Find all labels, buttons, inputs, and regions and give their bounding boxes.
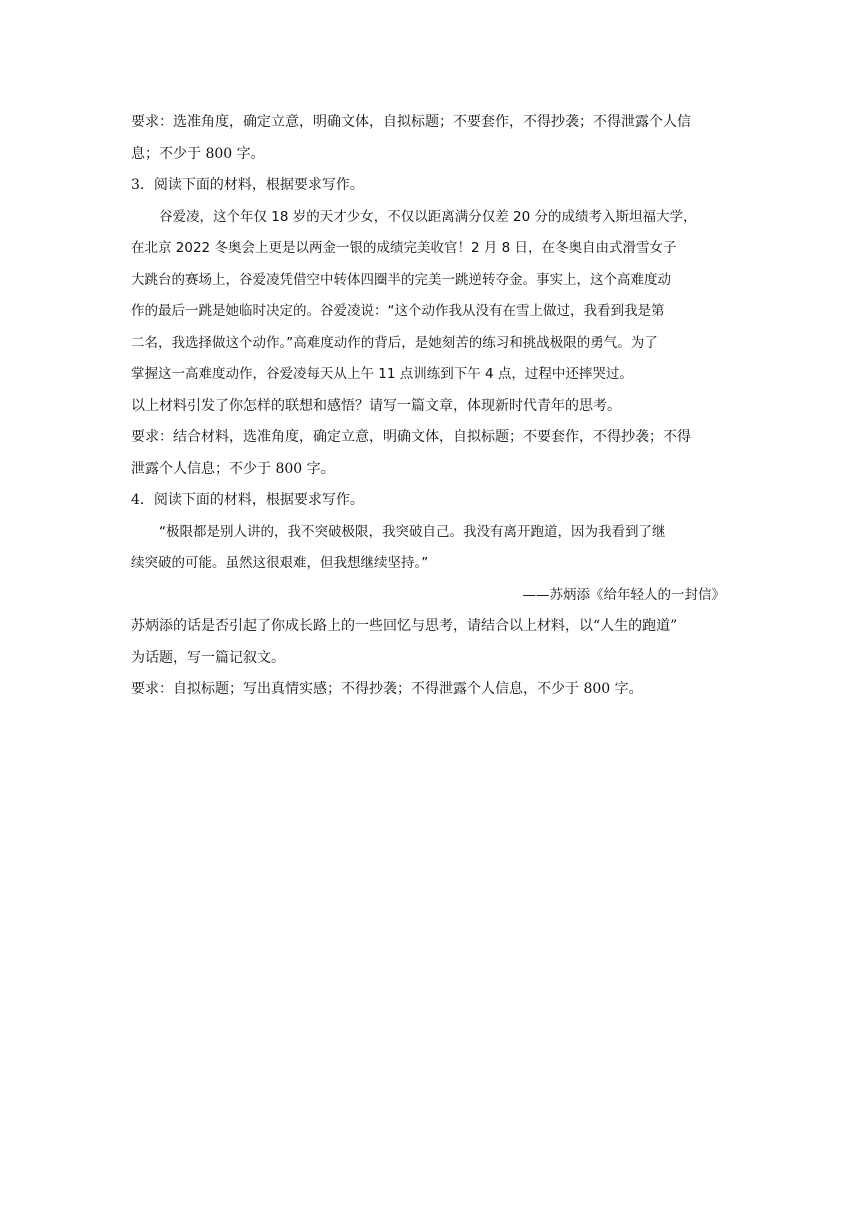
section3-prompt: 以上材料引发了你怎样的联想和感悟？请写一篇文章，体现新时代青年的思考。 [131, 397, 621, 414]
document-body [131, 107, 731, 706]
section4-attribution: ——苏炳添《给年轻人的一封信》 [522, 586, 725, 603]
section3-material-line-3: 大跳台的赛场上，谷爱凌凭借空中转体四圈半的完美一跳逆转夺金。事实上，这个高难度动 [131, 271, 671, 288]
section2-requirement-line-1: 要求：选准角度，确定立意，明确文体，自拟标题；不要套作，不得抄袭；不得泄露个人信 [131, 114, 691, 130]
section4-prompt-line-1: 苏炳添的话是否引起了你成长路上的一些回忆与思考，请结合以上材料，以“人生的跑道” [131, 618, 678, 634]
section3-material-line-1: 谷爱凌，这个年仅 18 岁的天才少女，不仅以距离满分仅差 20 分的成绩考入斯坦福大学， [159, 208, 697, 225]
section3-material-line-4: 作的最后一跳是她临时决定的。谷爱凌说：“这个动作我从没有在雪上做过，我看到我是第 [131, 303, 665, 319]
section4-quote-line-2: 续突破的可能。虽然这很艰难，但我想继续坚持。” [131, 555, 429, 571]
section3-material-line-5: 二名，我选择做这个动作。”高难度动作的背后，是她刻苦的练习和挑战极限的勇气。为了 [131, 334, 658, 351]
section4-prompt-line-2: 为话题，写一篇记叙文。 [131, 649, 285, 666]
section3-material-line-2: 在北京 2022 冬奥会上更是以两金一银的成绩完美收官！2 月 8 日，在冬奥自由式滑雪女子 [131, 240, 677, 256]
section4-quote-line-1: “极限都是别人讲的，我不突破极限，我突破自己。我没有离开跑道，因为我看到了继 [159, 523, 666, 540]
section3-requirement-line-2: 泄露个人信息；不少于 800 字。 [131, 460, 335, 477]
section3-requirement-line-1: 要求：结合材料，选准角度，确定立意，明确文体，自拟标题；不要套作，不得抄袭；不得 [131, 429, 691, 445]
section3-material-line-6: 掌握这一高难度动作，谷爱凌每天从上午 11 点训练到下午 4 点，过程中还摔哭过。 [131, 366, 633, 382]
section2-requirement-line-2: 息；不少于 800 字。 [131, 145, 265, 162]
section3-heading: 3．阅读下面的材料，根据要求写作。 [131, 177, 364, 193]
section4-requirement: 要求：自拟标题；写出真情实感；不得抄袭；不得泄露个人信息，不少于 800 字。 [131, 681, 643, 697]
section4-heading: 4．阅读下面的材料，根据要求写作。 [131, 492, 364, 508]
